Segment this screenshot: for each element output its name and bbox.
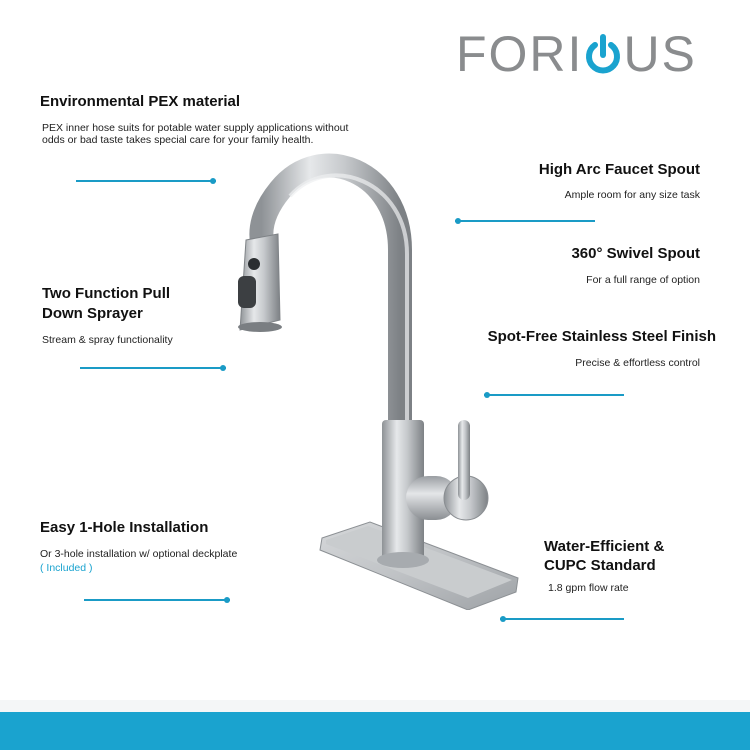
finish-pointer (484, 394, 624, 396)
pex-pointer (76, 180, 216, 182)
logo-text-right: US (623, 26, 697, 82)
faucet-illustration (210, 130, 530, 610)
water-pointer (500, 618, 624, 620)
water-title-line2: CUPC Standard (544, 557, 656, 574)
install-pointer (84, 599, 230, 601)
pex-title: Environmental PEX material (40, 93, 241, 110)
bottom-divider (0, 700, 750, 712)
water-description: 1.8 gpm flow rate (548, 582, 629, 594)
pex-description: PEX inner hose suits for potable water supply applications without odds or bad taste takes special care for your family health. (42, 122, 349, 146)
sprayer-title-line2: Down Sprayer (42, 305, 143, 322)
spout-title: High Arc Faucet Spout (538, 161, 700, 178)
install-title: Easy 1-Hole Installation (40, 519, 209, 536)
install-note: ( Included ) (40, 562, 93, 574)
spout-description: Ample room for any size task (564, 189, 700, 201)
water-title-line1: Water-Efficient & (544, 538, 665, 555)
power-icon (583, 31, 623, 77)
sprayer-pointer (80, 367, 226, 369)
logo-text-left: FORI (456, 26, 584, 82)
faucet-spout (261, 166, 400, 430)
swivel-description: For a full range of option (586, 274, 700, 286)
spout-pointer (455, 220, 595, 222)
spray-head (238, 234, 282, 332)
swivel-title: 360° Swivel Spout (571, 245, 700, 262)
finish-description: Precise & effortless control (575, 357, 700, 369)
brand-logo (456, 24, 716, 84)
sprayer-title-line1: Two Function Pull (42, 285, 171, 302)
bottom-accent-bar (0, 712, 750, 750)
sprayer-description: Stream & spray functionality (42, 334, 173, 346)
finish-title: Spot-Free Stainless Steel Finish (487, 328, 716, 345)
install-description: Or 3-hole installation w/ optional deckplate (40, 548, 238, 560)
